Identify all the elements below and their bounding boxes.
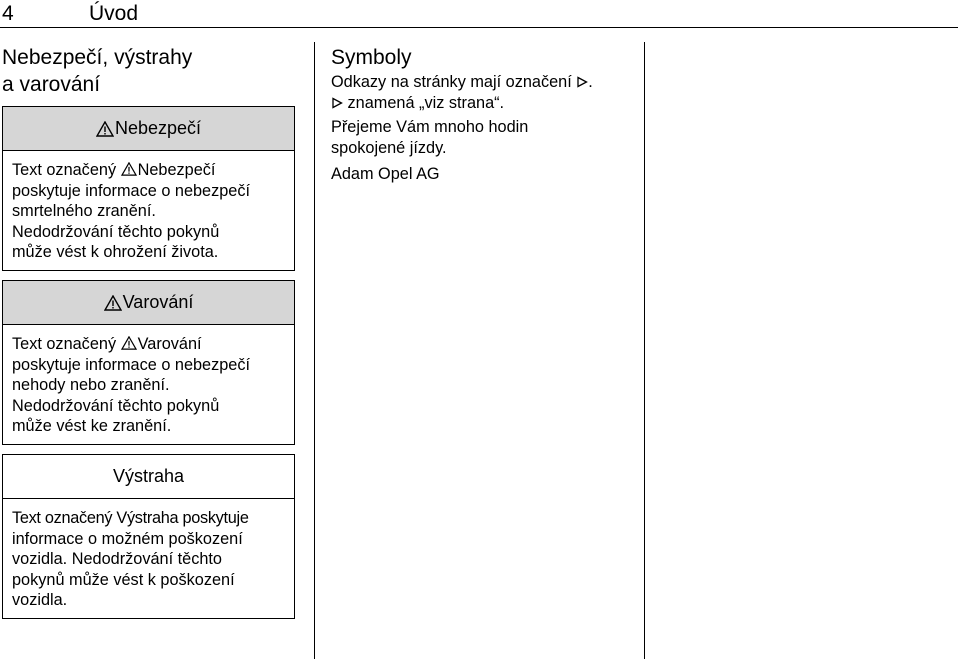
warning-body-keyword: Varování — [137, 335, 202, 353]
warning-body-prefix: Text označený — [12, 335, 121, 353]
symbols-line2: znamená „viz strana“. — [331, 93, 631, 114]
section-heading-line1: Nebezpečí, výstrahy — [2, 46, 193, 69]
warning-box — [2, 280, 295, 445]
caution-body-prefix: Text označený — [12, 509, 117, 527]
caution-body-line: vozidla. — [12, 591, 68, 609]
danger-box — [2, 106, 295, 271]
danger-body-line: může vést k ohrožení života. — [12, 243, 219, 261]
caution-box-body — [3, 499, 294, 611]
danger-body-line: Nedodržování těchto pokynů — [12, 222, 220, 241]
section-heading — [2, 44, 262, 98]
caution-body-line: vozidla. Nedodržování těchto — [12, 550, 222, 568]
danger-body-prefix: Text označený — [12, 161, 121, 179]
caution-box-header — [3, 455, 294, 499]
symbols-line3: Přejeme Vám mnoho hodin — [331, 118, 529, 136]
danger-box-header — [3, 107, 294, 151]
symbols-section — [331, 44, 631, 185]
symbols-line4: spokojené jízdy. — [331, 138, 447, 157]
warning-box-body — [3, 325, 294, 437]
danger-box-body — [3, 151, 294, 263]
caution-body-line: pokynů může vést k poškození — [12, 570, 235, 589]
warning-triangle-icon — [104, 295, 122, 311]
page-number: 4 — [2, 2, 14, 25]
arrow-reference-icon — [331, 97, 343, 109]
column-divider-left — [314, 42, 315, 659]
symbols-heading: Symboly — [331, 46, 412, 69]
caution-box — [2, 454, 295, 619]
warning-box-title: Varování — [122, 292, 194, 312]
danger-box-title: Nebezpečí — [114, 118, 202, 138]
warning-body-line: poskytuje informace o nebezpečí — [12, 355, 251, 374]
chapter-title: Úvod — [89, 2, 139, 25]
arrow-reference-icon — [576, 76, 588, 88]
danger-body-line: smrtelného zranění. — [12, 202, 156, 220]
warning-body-line: nehody nebo zranění. — [12, 376, 170, 394]
section-heading-line2: a varování — [2, 73, 101, 96]
header-rule — [0, 27, 958, 28]
caution-body-line: informace o možném poškození — [12, 529, 243, 548]
warning-box-header — [3, 281, 294, 325]
warning-triangle-icon — [121, 336, 137, 350]
caution-body-suffix: poskytuje — [178, 509, 249, 527]
warning-body-line: může vést ke zranění. — [12, 417, 172, 435]
column-divider-right — [644, 42, 645, 659]
warning-triangle-icon — [121, 162, 137, 176]
danger-body-keyword: Nebezpečí — [137, 161, 216, 179]
danger-body-line: poskytuje informace o nebezpečí — [12, 181, 251, 200]
caution-body-keyword: Výstraha — [116, 509, 179, 527]
warning-body-line: Nedodržování těchto pokynů — [12, 396, 220, 415]
signature: Adam Opel AG — [331, 165, 440, 183]
symbols-line1: Odkazy na stránky mají označení . — [331, 73, 593, 91]
caution-box-title: Výstraha — [112, 466, 185, 486]
warning-triangle-icon — [96, 121, 114, 137]
